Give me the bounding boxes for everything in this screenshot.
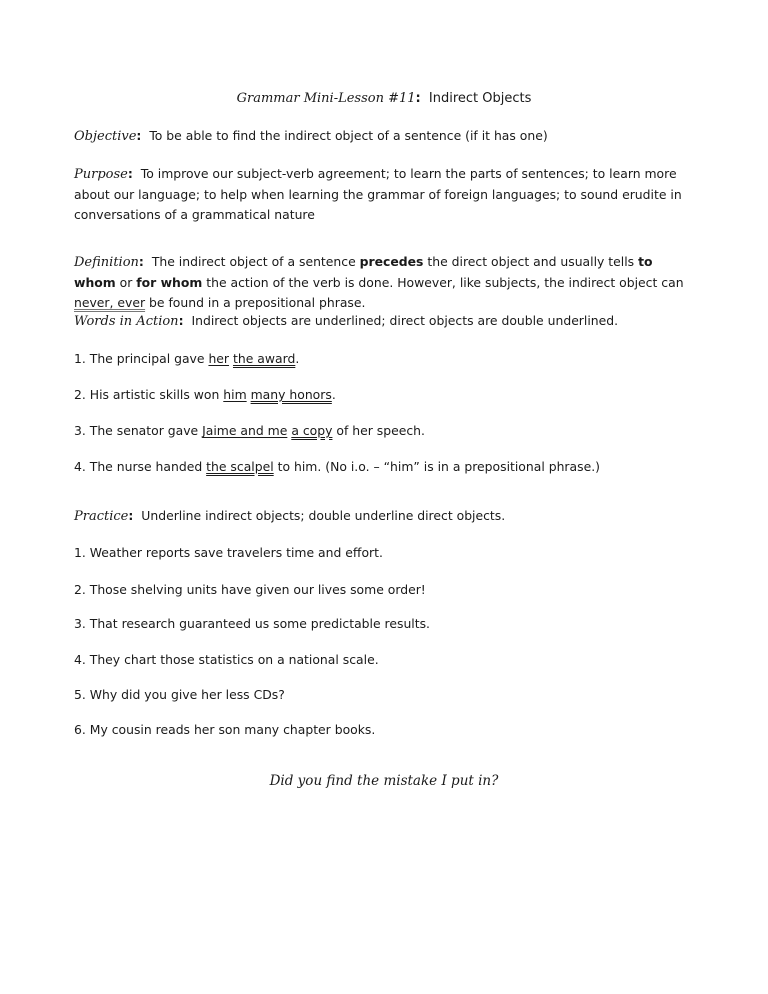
example-1-post: . bbox=[295, 351, 300, 366]
example-2 bbox=[74, 386, 714, 404]
practice-colon: : bbox=[128, 508, 134, 523]
definition-never-ever: never, ever bbox=[74, 295, 146, 310]
example-1-indirect-object: her bbox=[208, 351, 230, 366]
closing-question: Did you find the mistake I put in? bbox=[269, 773, 499, 789]
practice-item-4: 4. They chart those statistics on a national scale. bbox=[74, 652, 379, 667]
words-in-action-heading: Words in Action bbox=[74, 314, 179, 329]
purpose-section bbox=[74, 164, 714, 225]
objective-text: To be able to find the indirect object of a sentence (if it has one) bbox=[149, 128, 548, 143]
definition-precedes: precedes bbox=[359, 254, 424, 269]
definition-line-2 bbox=[74, 273, 714, 293]
definition-text-4: the action of the verb is done. However, like subjects, the indirect object can bbox=[202, 275, 684, 290]
purpose-line-1 bbox=[74, 164, 714, 185]
practice-item-6: 6. My cousin reads her son many chapter books. bbox=[74, 722, 376, 737]
definition-line-1 bbox=[74, 252, 714, 273]
example-2-direct-object: many honors bbox=[250, 387, 332, 402]
practice-item-5: 5. Why did you give her less CDs? bbox=[74, 687, 285, 702]
title-topic: Indirect Objects bbox=[428, 91, 532, 106]
example-3-post: of her speech. bbox=[332, 423, 425, 438]
definition-colon: : bbox=[138, 254, 144, 269]
definition-section bbox=[74, 252, 714, 313]
practice-item-2: 2. Those shelving units have given our lives some order! bbox=[74, 582, 426, 597]
definition-heading: Definition bbox=[74, 255, 139, 270]
practice-section bbox=[74, 506, 734, 527]
example-3-direct-object: a copy bbox=[291, 423, 333, 438]
definition-text-2: the direct object and usually tells bbox=[423, 254, 639, 269]
words-in-action-section bbox=[74, 311, 734, 332]
purpose-heading: Purpose bbox=[74, 167, 128, 182]
objective-heading: Objective bbox=[74, 129, 137, 144]
example-2-pre: 2. His artistic skills won bbox=[74, 387, 224, 402]
example-4-pre: 4. The nurse handed bbox=[74, 459, 207, 474]
example-3 bbox=[74, 422, 714, 440]
purpose-text-2: about our language; to help when learning the grammar of foreign languages; to sound erudite in bbox=[74, 187, 682, 202]
example-3-pre: 3. The senator gave bbox=[74, 423, 203, 438]
objective-section bbox=[74, 126, 694, 147]
definition-to: to bbox=[638, 254, 653, 269]
example-4-post: to him. (No i.o. – “him” is in a prepositional phrase.) bbox=[273, 459, 600, 474]
definition-whom: whom bbox=[74, 275, 116, 290]
purpose-colon: : bbox=[127, 166, 133, 181]
practice-item-1: 1. Weather reports save travelers time and effort. bbox=[74, 545, 383, 560]
purpose-text-3: conversations of a grammatical nature bbox=[74, 207, 315, 222]
title-colon: : bbox=[415, 91, 421, 106]
practice-item-3: 3. That research guaranteed us some predictable results. bbox=[74, 616, 430, 631]
example-1-direct-object: the award bbox=[232, 351, 296, 366]
practice-text: Underline indirect objects; double underline direct objects. bbox=[141, 508, 506, 523]
example-3-indirect-object: Jaime and me bbox=[202, 423, 288, 438]
example-4-direct-object: the scalpel bbox=[206, 459, 274, 474]
objective-colon: : bbox=[136, 128, 142, 143]
definition-text-3: or bbox=[115, 275, 137, 290]
words-in-action-colon: : bbox=[178, 313, 184, 328]
page-title bbox=[0, 91, 768, 106]
definition-for-whom: for whom bbox=[136, 275, 203, 290]
definition-line-3 bbox=[74, 293, 714, 313]
words-in-action-text: Indirect objects are underlined; direct objects are double underlined. bbox=[191, 313, 619, 328]
definition-text-1: The indirect object of a sentence bbox=[151, 254, 360, 269]
purpose-text-1: To improve our subject-verb agreement; to learn the parts of sentences; to learn more bbox=[140, 166, 677, 181]
example-2-post: . bbox=[331, 387, 336, 402]
example-4 bbox=[74, 458, 714, 476]
definition-text-5: be found in a prepositional phrase. bbox=[145, 295, 366, 310]
example-1-pre: 1. The principal gave bbox=[74, 351, 209, 366]
example-2-indirect-object: him bbox=[223, 387, 247, 402]
practice-heading: Practice bbox=[74, 509, 129, 524]
title-script: Grammar Mini-Lesson #11 bbox=[236, 91, 416, 106]
example-1 bbox=[74, 350, 714, 368]
